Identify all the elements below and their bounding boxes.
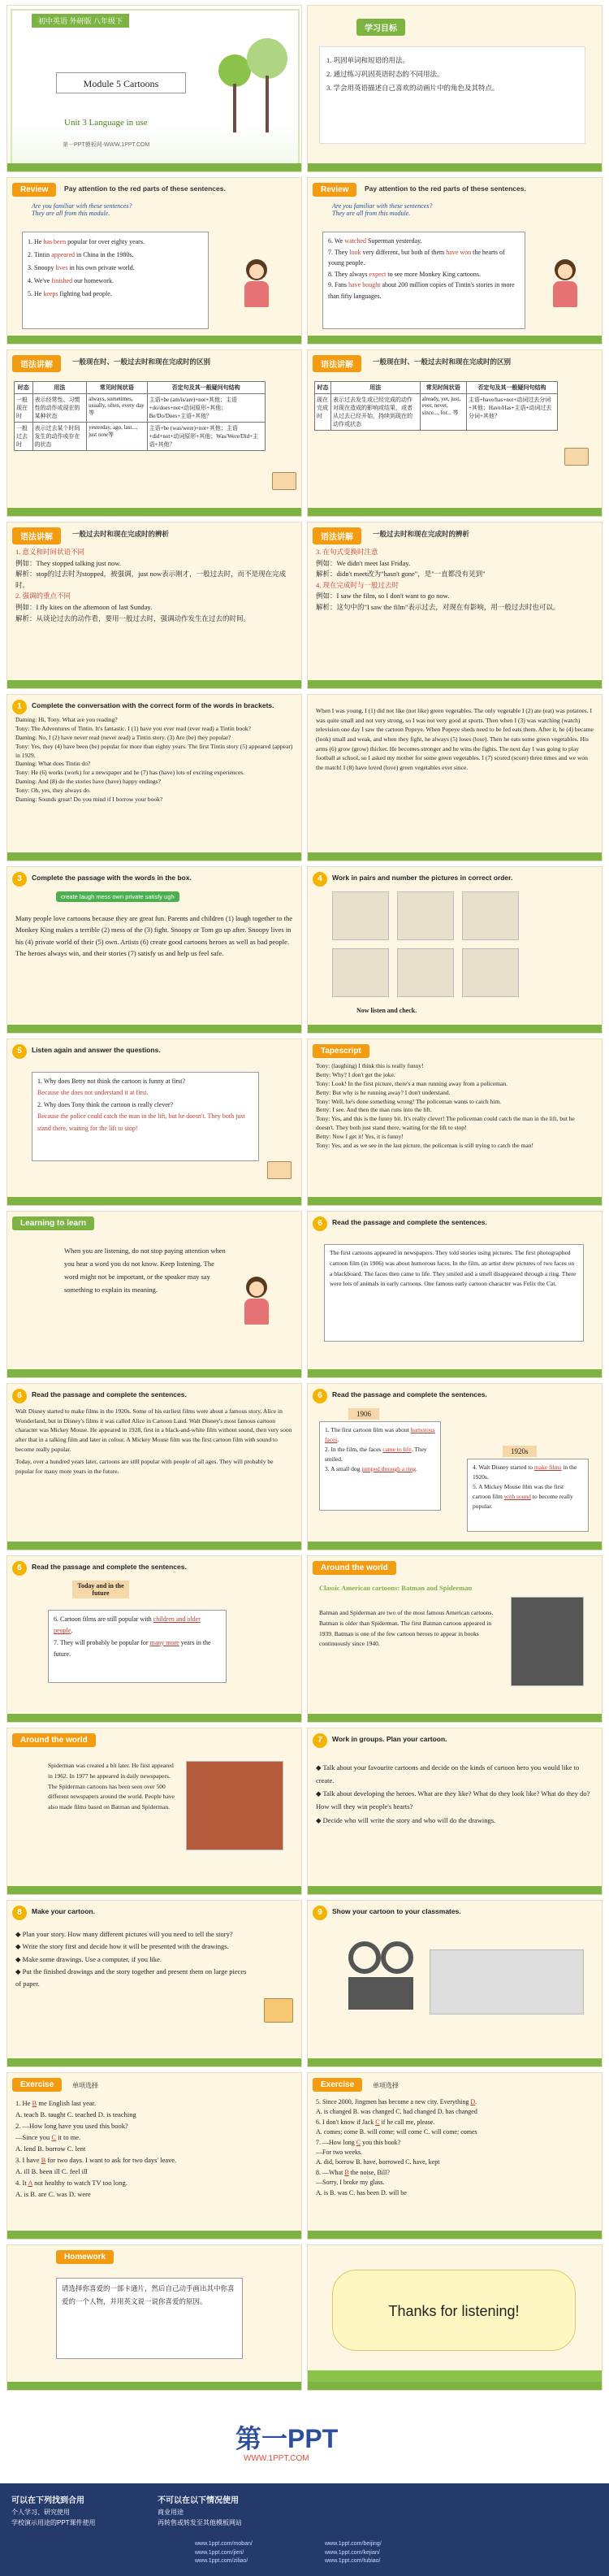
grammar-tab: 语法讲解 (313, 527, 361, 544)
slide-exercise-6a (307, 1211, 603, 1378)
slide-exercise-7 (307, 1728, 603, 1895)
year-label: 1920s (503, 1446, 537, 1457)
thanks-text: Thanks for listening! (332, 2270, 576, 2351)
batman-image (511, 1597, 584, 1686)
slide-exercise-a (6, 2072, 302, 2240)
exercise-number: 1 (12, 700, 27, 714)
exercise-title: Read the passage and complete the sentences. (32, 1390, 187, 1399)
exercise-number: 5 (12, 1044, 27, 1059)
passage-text: Walt Disney started to make films in the 1920s. Some of his earliest films were about a famous story, Alice in Wonderland, but in Disney's films it was called Alice in Cartoon Land. Walt Disney's most famous cartoon character was Mickey Mouse. He appeared in 1928, first in a black-and-white film without sound, then very soon after that in a talking film and later in colour. A Mickey Mouse film was the first cartoon film with sound to become really popular. Today, over a hundred years later, cartoons are still popular with people of all ages. They will probably be popular for many more years in the future. (15, 1407, 292, 1475)
conversation-text: Daming: Hi, Tony. What are you reading? Tony: The Adventures of Tintin. It's fantastic. I (1) have you ever read (ever read) a Tintin book? Daming: No, I (2) have never read (never read) a Tintin story. (3) Are (be) they popular? Tony: Yes, they (4) have been (be) popular for more than eighty years. The first Tintin story (5) appeared (appear) in 1929. Daming: What does Tintin do? Tony: He (6) works (work) for a newspaper and he (7) has (have) lots of exciting experiences. Daming: And (8) do the stories have (have) happy endings? Tony: Oh, yes, they always do. Daming: Sounds great! Do you mind if I borrow your book? (15, 716, 293, 803)
slide-exercise-6c (307, 1383, 603, 1550)
book-icon (267, 1161, 292, 1179)
slide-exercise-3 (6, 866, 302, 1034)
exercise-title: Read the passage and complete the sentences. (332, 1390, 487, 1399)
slide-exercise-b (307, 2072, 603, 2240)
footer-link[interactable]: www.1ppt.com/tubiao/ (325, 2558, 381, 2564)
cartoon-picture (462, 948, 519, 997)
slide-world-1 (307, 1555, 603, 1723)
review-sentence: 8. They always expect to see more Monkey King cartoons. (328, 270, 482, 278)
goal-item: 2. 通过练习巩固英语时态的不同用法。 (326, 70, 444, 78)
exercise-subtitle: 单项选择 (72, 2082, 98, 2089)
footer-left-list: 个人学习、研究使用 学校演示用途的PPT课件使用 (11, 2509, 96, 2526)
girl-illustration (243, 1277, 270, 1325)
goals-tab: 学习目标 (356, 19, 405, 36)
slide-world-2 (6, 1728, 302, 1895)
module-title: Module 5 Cartoons (56, 72, 186, 93)
slide-exercise-8 (6, 1900, 302, 2067)
slide-tapescript (307, 1039, 603, 1206)
exercise-number: 6 (313, 1389, 327, 1403)
world-tab: Around the world (12, 1733, 96, 1747)
homework-tab: Homework (56, 2250, 114, 2264)
palette-icon (264, 1998, 293, 2023)
grammar-title: 一般现在时、一般过去时和现在完成时的区别 (72, 358, 211, 366)
slide-learning (6, 1211, 302, 1378)
list-item: ◆ Make some drawings. Use a computer, if you like. (15, 1954, 162, 1963)
exercise-tab: Exercise (313, 2078, 362, 2092)
cartoon-picture (332, 891, 389, 940)
review-q2: They are all from this module. (32, 210, 110, 217)
slide-exercise-1a (6, 694, 302, 861)
word-box: create laugh mess own private satisfy ugh (56, 891, 179, 902)
list-item: ◆ Decide who will write the story and who will do the drawings. (316, 1815, 496, 1824)
books-icon (272, 472, 296, 490)
slide-grammar-1 (6, 349, 302, 517)
exercise-title: Work in pairs and number the pictures in correct order. (332, 874, 513, 882)
exercise-number: 6 (12, 1389, 27, 1403)
goal-item: 3. 学会用英语描述自己喜欢的动画片中的角色及其特点。 (326, 84, 499, 92)
footer-links (195, 2540, 253, 2566)
cartoon-picture (332, 948, 389, 997)
grammar-title: 一般过去时和现在完成时的辨析 (72, 530, 170, 538)
exercise-number: 7 (313, 1733, 327, 1748)
footer-link[interactable]: www.1ppt.com/beijing/ (325, 2541, 382, 2547)
review-sentence: 7. They look very different, but both of them have won the hearts of young people. (328, 248, 505, 267)
review-sentences (322, 232, 525, 329)
exercise-number: 8 (12, 1906, 27, 1920)
review-sentence: 6. We watched Superman yesterday. (328, 237, 422, 245)
slide-exercise-4 (307, 866, 603, 1034)
footer-left-title: 可以在下列找到合用 (11, 2496, 84, 2505)
cartoon-picture (462, 891, 519, 940)
task-list (15, 1928, 253, 2060)
table-row: 一般过去时 表示过去某个时间发生的动作或存在的状态 yesterday, ago, last..., just now等 主语+be (was/were)+not+其他；主语+did+not+动词原形+其他；Was/Were/Did+主语+其他？ (15, 423, 266, 451)
projector-icon (340, 1941, 421, 2023)
exercise-number: 9 (313, 1906, 327, 1920)
unit-title: Unit 3 Language in use (64, 118, 148, 128)
cartoon-picture (397, 948, 454, 997)
review-sentence: 3. Snoopy lives in his own private world. (28, 264, 135, 271)
homework-text: 请选择你喜爱的一部卡通片，然后自己动手画出其中你喜爱的一个人物，并用英文说一说你喜爱的原因。 (56, 2278, 243, 2359)
exercise-title: Listen again and answer the questions. (32, 1046, 161, 1054)
learning-tab: Learning to learn (12, 1216, 94, 1230)
exercise-title: Complete the conversation with the correct form of the words in brackets. (32, 701, 274, 709)
review-title: Pay attention to the red parts of these sentences. (64, 184, 226, 193)
passage-text: Many people love cartoons because they are great fun. Parents and children (1) laugh together to the Monkey King makes a terrible (2) mess of the (3) fight. Snoopy or Tom go up after. Snoopy lives in his (4) private world of their (5) own. Artists (6) create good cartoons heroes as well as bad people. The heroes always win, and their stories (7) satisfy us and help us feel safe. (15, 914, 293, 958)
list-item: ◆ Put the finished drawings and the story together and present them on large pieces of paper. (15, 1967, 247, 1988)
slide-grammar-4: 语法讲解 一般过去时和现在完成时的辨析 3. 在句式变换时注意 例如：We didn't meet last Friday. 解析：didn't meet改为"hasn't gone"，是"一直都没有见到" 4. 现在完成时与一般过去时 例如：I saw the film, so I don't want to go now. 解析：这句中的"I saw the film"表示过去，对现在有影响，用一般过去时也可以。 (307, 522, 603, 689)
tapescript-tab: Tapescript (313, 1044, 369, 1058)
list-item: ◆ Plan your story. How many different pictures will you need to tell the story? (15, 1930, 233, 1938)
sentences-1920s: 4. Walt Disney started to make films in the 1920s. 5. A Mickey Mouse film was the first cartoon film with sound to become really popular. (467, 1459, 589, 1532)
exercise-subtitle: 单项选择 (373, 2082, 399, 2089)
grammar-title: 一般过去时和现在完成时的辨析 (373, 530, 470, 538)
tapescript-text: Tony: (laughing) I think this is really funny! Betty: Why? I don't get the joke. Tony: Look! In the first picture, there's a man running away from a policeman. Betty: But why is he running away? I don't understand. Tony: Well, he's done something wrong! The policeman wants to catch him. Betty: I see. And then the man runs into the lift. Tony: Yes, and this is the funny bit. It's really clever! The policeman could catch the man in the lift, but he doesn't. They both just stand there, waiting for the lift to stop! Betty: Now I get it! Yes, it is funny! Tony: Yes, and as we see in the last picture, the policeman is still trying to catch the man! (316, 1062, 575, 1149)
goals-box (319, 46, 585, 144)
grammar-title: 一般现在时、一般过去时和现在完成时的区别 (373, 358, 512, 366)
review-sentence: 5. He keeps fighting bad people. (28, 290, 112, 297)
girl-illustration (551, 259, 579, 308)
sentences-today: 6. Cartoon films are still popular with children and older people. 7. They will probably be popular for many more years in the future. (48, 1610, 227, 1683)
review-sentences (22, 232, 209, 329)
goal-item: 1. 巩固单词和短语的用法。 (326, 56, 410, 64)
spiderman-image (186, 1761, 283, 1850)
slide-review-1 (6, 177, 302, 345)
learning-text: When you are listening, do not stop paying attention when you hear a word you do not know. Keep listening. The word might not be important, or the speaker may say something to explain its meaning. (64, 1247, 226, 1295)
passage-text: When I was young, I (1) did not like (not like) green vegetables. The only vegetable I (2) ate (eat) was potatoes. I was quite small and not very strong, so I was not very good at sports. Then when I (3) was watching (watch) television one day I saw the cartoon Popeye. When Popeye sheds need to be fed eats them. After it, he (4) became (look) small and weak, and when they fight, he always (5) loses (lose). Then he eats some green vegetables. His arms (6) grow (grow) thicker. He becomes stronger and he wins the fights. The next day I was going to play football at school, so I asked my mother for some green vegetables. I (7) scored (score) three times and we won the match! I (8) have loved (love) green vegetables ever since. (316, 707, 594, 771)
exercise-title: Work in groups. Plan your cartoon. (332, 1735, 447, 1743)
review-tab: Review (313, 183, 356, 197)
review-title: Pay attention to the red parts of these sentences. (365, 184, 526, 193)
girl-illustration (243, 259, 270, 308)
grammar-table: 时态 用法 常见时间状语 否定句及其一般疑问句结构 一般现在时 表示经常性、习惯性的动作或现在的某种状态 always, sometimes, usually, often, every day等 主语+be (am/is/are)+not+其他；主语+do/does+not+动词原形+其他；Be/Do/Does+主语+其他？ 一般过去时 表示过去某个时间发生的动作或存在的状态 yesterday, ago, last..., just now等 主语+be (was/were)+not+其他；主语+did+not+动词原形+其他；Was/Were/Did+主语+其他？ (14, 381, 266, 451)
slide-grammar-2 (307, 349, 603, 517)
footer-url[interactable]: WWW.1PPT.COM (244, 2454, 309, 2463)
slide-exercise-1b (307, 694, 603, 861)
exercise-title: Show your cartoon to your classmates. (332, 1907, 461, 1915)
footer-banner (0, 2394, 609, 2576)
footer-link[interactable]: www.1ppt.com/kejian/ (325, 2549, 380, 2556)
today-label: Today and in the future (72, 1581, 129, 1598)
slide-exercise-5 (6, 1039, 302, 1206)
exercise-title: Make your cartoon. (32, 1907, 95, 1915)
slide-exercise-6b (6, 1383, 302, 1550)
footer-links (325, 2540, 382, 2566)
list-item: ◆ Talk about developing the heroes. What are they like? What do they look like? What do they do? How will they win people's hearts? (316, 1789, 590, 1811)
exercise-list: 1. He B me English last year. A. teach B. taught C. teached D. is teaching 2. —How long have you used this book? —Since you C it to me. A. lend B. borrow C. lent 3. I have B for two days. I want to ask for two days' leave. A. ill B. been ill C. feel ill 4. It A not healthy to watch TV too long. A. is B. are C. was D. were (15, 2099, 177, 2199)
review-q2: They are all from this module. (332, 210, 411, 217)
exercise-number: 3 (12, 872, 27, 887)
footer-right-list: 商业用途 再转售或转发至其他模板网站 (158, 2509, 242, 2526)
world-text: Spiderman was created a bit later. He first appeared in 1962. In 1977 he appeared in daily newspapers. The Spiderman cartoons has been seen over 500 different newspapers around the world. People have also made films based on Batman and Spiderman. (48, 1762, 175, 1811)
site-label: 第一PPT模板网-WWW.1PPT.COM (63, 142, 150, 148)
qa-box: 1. Why does Betty not think the cartoon is funny at first? Because she does not understand it at first. 2. Why does Tony think the cartoon is really clever? Because the police could catch the man in the lift, but he doesn't. They both just stand there, waiting for the lift to stop! (32, 1072, 259, 1161)
grammar-tab: 语法讲解 (313, 355, 361, 372)
table-row: 一般现在时 表示经常性、习惯性的动作或现在的某种状态 always, sometimes, usually, often, every day等 主语+be (am/is/are)+not+其他；主语+do/does+not+动词原形+其他；Be/Do/Does+主语+其他？ (15, 394, 266, 423)
exercise-tab: Exercise (12, 2078, 62, 2092)
grade-label: 初中英语 外研版 八年级下 (32, 14, 129, 28)
world-tab: Around the world (313, 1561, 396, 1575)
footer-logo: 第一PPT (235, 2424, 339, 2453)
passage-text: The first cartoons appeared in newspapers. They told stories using pictures. The first photographed cartoon film (in 1906) was about humorous faces. In the film, an artist drew pictures of two faces on a blackboard. The faces then came to life. They smiled and a smell disappeared through a ring. There were lots of animals in early cartoons. One famous early cartoon character was Felix the Cat. (324, 1244, 584, 1342)
review-sentence: 1. He has been popular for over eighty years. (28, 238, 145, 245)
review-q1: Are you familiar with these sentences? (332, 202, 433, 210)
slide-thanks (307, 2244, 603, 2391)
world-text: Batman and Spiderman are two of the most famous American cartoons. Batman is older than Spiderman. The first Batman cartoon appeared in 1939. Batman is one of the few cartoon heroes to appear in books continuously since 1940. (319, 1609, 494, 1648)
task-list (316, 1761, 594, 1888)
cartoon-picture (397, 891, 454, 940)
exercise-title: Read the passage and complete the sentences. (332, 1218, 487, 1226)
review-sentence: 9. Fans have bought about 200 million copies of Tintin's stories in more than fifty languages. (328, 281, 515, 300)
exercise-number: 4 (313, 872, 327, 887)
books-icon (564, 448, 589, 466)
slide-exercise-6d (6, 1555, 302, 1723)
caption: Now listen and check. (356, 1007, 417, 1014)
review-sentence: 4. We've finished our homework. (28, 277, 114, 284)
grammar-tab: 语法讲解 (12, 355, 61, 372)
list-item: ◆ Talk about your favourite cartoons and decide on the kinds of cartoon hero you would like to create. (316, 1763, 580, 1785)
review-q1: Are you familiar with these sentences? (32, 202, 132, 210)
slide-goals (307, 5, 603, 172)
table-row: 现在完成时 表示过去发生或已经完成的动作对现在造成的影响或结果，或者从过去已经开始，持续到现在的动作或状态 already, yet, just, ever, never, since..., for... 等 主语+have/has+not+动词过去分词+其他；Have/Has+主语+动词过去分词+其他？ (315, 394, 558, 431)
review-tab: Review (12, 183, 56, 197)
exercise-title: Complete the passage with the words in the box. (32, 874, 192, 882)
trees-illustration (210, 22, 292, 152)
sentences-1906: 1. The first cartoon film was about humorous faces. 2. In the film, the faces came to life. They smiled. 3. A small dog jumped through a ring. (319, 1421, 441, 1511)
slide-grammar-3: 语法讲解 一般过去时和现在完成时的辨析 1. 意义和时间状语不同 例如：They stopped talking just now. 解析：stop的过去时为stopped，被强调，just now表示刚才，一般过去时，而不是现在完成时。 2. 强调的重点不同 例如：I fly kites on the afternoon of last Sunday. 解析：从谈论过去的动作看，要用一般过去时，强调动作发生在过去的时间。 (6, 522, 302, 689)
slide-exercise-9 (307, 1900, 603, 2067)
list-item: ◆ Write the story first and decide how it will be presented with the drawings. (15, 1942, 229, 1951)
exercise-number: 6 (313, 1216, 327, 1231)
grammar-tab: 语法讲解 (12, 527, 61, 544)
footer-link[interactable]: www.1ppt.com/jieri/ (195, 2549, 244, 2556)
footer-link[interactable]: www.1ppt.com/ziliao/ (195, 2558, 248, 2564)
slide-homework (6, 2244, 302, 2391)
year-label: 1906 (348, 1408, 379, 1420)
slide-review-2 (307, 177, 603, 345)
film-strip (430, 1949, 584, 2014)
footer-right-title: 不可以在以下情况使用 (158, 2496, 239, 2505)
exercise-number: 6 (12, 1561, 27, 1576)
exercise-list: 5. Since 2000, Jingmen has become a new city. Everything D. A. is changed B. was changed C. had changed D. has changed 6. I don't know if Jack C if he call me, please. A. comes; come B. will come; will come C. will come; comes 7. —How long C you this book? —For two weeks. A. did, borrow B. have, borrowed C. have, kept 8. —What B the noise, Bill? —Sorry, I broke my glass. A. is B. was C. has been D. will be (316, 2098, 477, 2197)
world-heading: Classic American cartoons: Batman and Spiderman (319, 1584, 473, 1592)
review-sentence: 2. Tintin appeared in China in the 1980s. (28, 251, 134, 258)
grammar-table: 时态 用法 常见时间状语 否定句及其一般疑问句结构 现在完成时 表示过去发生或已经完成的动作对现在造成的影响或结果，或者从过去已经开始，持续到现在的动作或状态 already, yet, just, ever, never, since..., for... 等 主语+have/has+not+动词过去分词+其他；Have/Has+主语+动词过去分词+其他？ (314, 381, 558, 431)
slide-title (6, 5, 302, 172)
footer-link[interactable]: www.1ppt.com/moban/ (195, 2541, 253, 2547)
exercise-title: Read the passage and complete the sentences. (32, 1563, 187, 1571)
